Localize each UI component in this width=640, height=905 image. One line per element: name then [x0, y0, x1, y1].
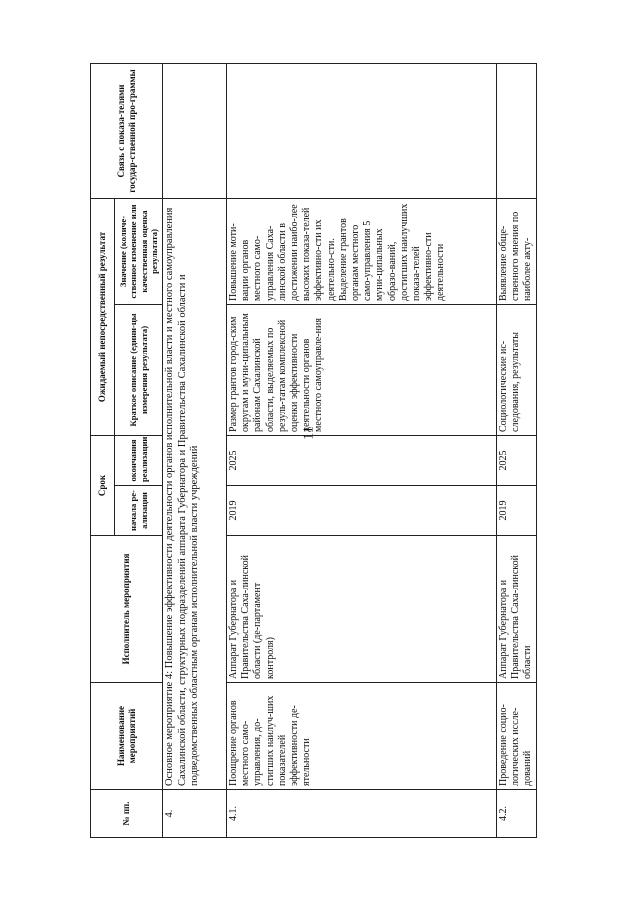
rotated-table-container	[90, 64, 540, 838]
row-value: Повышение моти-вации органов местного само-управления Саха-линской области в достижении наибо-лее высоких показа-телей эффективно-сти их деятельно-сти. Выделение грантов органам местного само-управления 5 муни-ципальных образо-ваний, достигших наилучших показа-телей эффективно-сти деятельности	[227, 198, 497, 304]
row-desc: Размер грантов город-ским округам и муни-ципальным районам Сахалинской области, выделяемых по резуль-татам комплексной оценки эффективности деятельности органов местного самоуправле-ния	[227, 304, 497, 435]
table-row	[227, 63, 497, 837]
page-number: 11	[301, 426, 317, 440]
header-term: Срок	[91, 435, 115, 535]
header-expected-value: Значение (количе-ственное изменение или качественная оценка результата)	[115, 198, 163, 304]
row-link	[497, 63, 537, 198]
section-text: Основное мероприятие 4: Повышение эффективности деятельности органов исполнительной власти и местного самоуправления Сахалинской области, структурных подразделений аппарата Губернатора и Правительства Сахалинской области и подведомственных областным органам исполнительной власти учреждений	[163, 198, 227, 789]
row-executor: Аппарат Губернатора и Правительства Саха-линской области (де-партамент контроля)	[227, 536, 497, 683]
header-name: Наименование мероприятий	[91, 683, 163, 790]
row-name: Проведение социо-логических иссле-дований	[497, 683, 537, 790]
section-link	[163, 63, 227, 198]
row-value: Выявление обще-ственного мнения по наиболее акту-	[497, 198, 537, 304]
row-name: Поощрение органов местного само-управления, до-стигших наилуч-ших показателей эффективности де-ятельности	[227, 683, 497, 790]
header-term-start: начала ре-ализации	[115, 486, 163, 536]
row-executor: Аппарат Губернатора и Правительства Саха-линской области	[497, 536, 537, 683]
section-num: 4.	[163, 790, 227, 838]
header-expected-desc: Краткое описание (едини-цы измерения результата)	[115, 304, 163, 435]
header-term-end: окончания реализации	[115, 435, 163, 485]
section-row	[163, 63, 227, 837]
header-num: № пп.	[91, 790, 163, 838]
program-table	[90, 63, 537, 838]
row-end: 2025	[497, 435, 537, 485]
header-executor: Исполнитель мероприятия	[91, 536, 163, 683]
header-link: Связь с показа-телями государ-ственной про-граммы	[91, 63, 163, 198]
row-start: 2019	[497, 486, 537, 536]
row-num: 4.1.	[227, 790, 497, 838]
row-start: 2019	[227, 486, 497, 536]
header-expected: Ожидаемый непосредственный результат	[91, 198, 115, 435]
table-row	[497, 63, 537, 837]
row-num: 4.2.	[497, 790, 537, 838]
row-end: 2025	[227, 435, 497, 485]
row-desc: Социологические ис-следования, результаты	[497, 304, 537, 435]
row-link	[227, 63, 497, 198]
